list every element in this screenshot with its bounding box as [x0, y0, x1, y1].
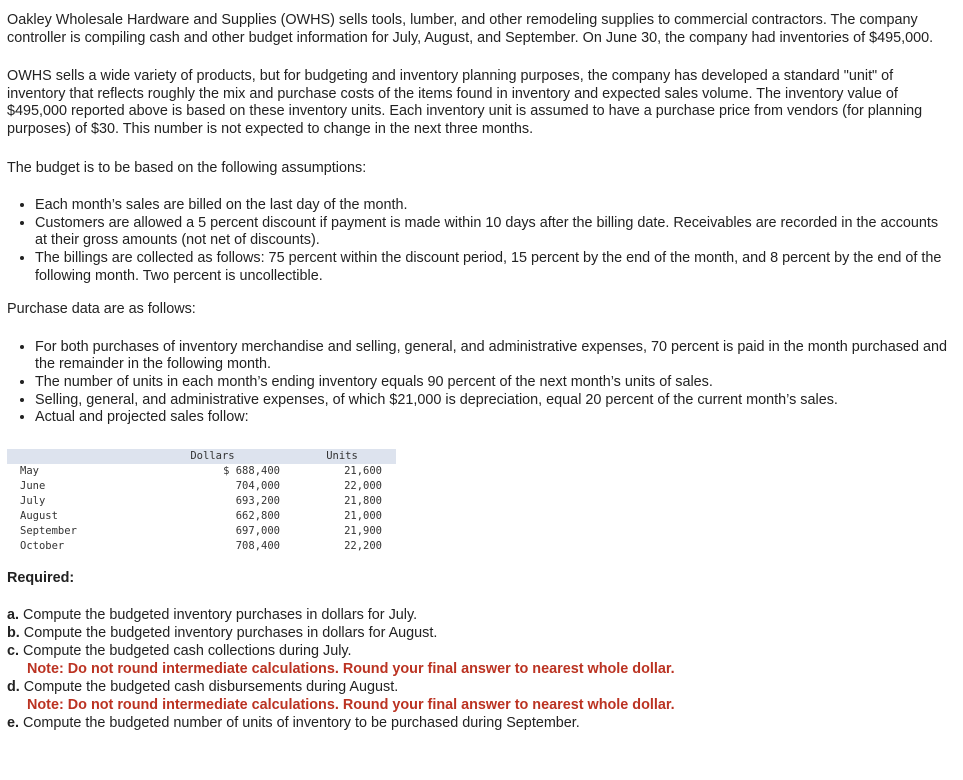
required-list	[7, 606, 947, 732]
item-letter: d.	[7, 679, 20, 696]
cell-units: 21,600	[344, 464, 382, 477]
purchase-intro: Purchase data are as follows:	[7, 301, 196, 318]
cell-units: 21,800	[344, 494, 382, 507]
required-item-c	[7, 642, 947, 660]
intro-paragraph-3: The budget is to be based on the following assumptions:	[7, 159, 367, 176]
sales-table	[7, 449, 396, 554]
item-letter: c.	[7, 643, 20, 660]
header-month	[7, 449, 145, 464]
problem-document	[7, 12, 947, 732]
cell-month: July	[20, 494, 46, 507]
cell-units: 21,900	[344, 524, 382, 537]
intro-paragraph-2: OWHS sells a wide variety of products, but for budgeting and inventory planning purposes, the company has developed a standard "unit" of inventory that reflects roughly the mix and purchase costs of the items found in inventory and expected sales volume. The inventory value of $495,000 reported above is based on these inventory units. Each inventory unit is assumed to have a purchase price from vendors (for planning purposes) of $30. This number is not expected to change in the next three months.	[7, 68, 923, 137]
cell-month: June	[20, 479, 46, 492]
table-row	[7, 479, 396, 494]
table-row	[7, 539, 396, 554]
cell-dollars: 704,000	[235, 479, 280, 492]
cell-month: August	[20, 509, 58, 522]
purchase-item: • The number of units in each month’s ending inventory equals 90 percent of the next month’s units of sales.	[35, 374, 947, 392]
cell-month: September	[20, 524, 77, 537]
required-item-b	[7, 624, 947, 642]
item-letter: b.	[7, 625, 20, 642]
item-text: Compute the budgeted number of units of inventory to be purchased during September.	[19, 715, 580, 732]
assumption-item: • Each month’s sales are billed on the last day of the month.	[35, 197, 947, 215]
purchase-item: • Actual and projected sales follow:	[35, 409, 947, 427]
required-item-d	[7, 678, 947, 696]
item-letter: e.	[7, 715, 20, 732]
required-item-e	[7, 714, 947, 732]
assumption-item: • Customers are allowed a 5 percent discount if payment is made within 10 days after the billing date. Receivables are recorded in the accounts at their gross amounts (not net of discounts).	[35, 215, 947, 250]
cell-units: 22,000	[344, 479, 382, 492]
cell-dollars: 693,200	[235, 494, 280, 507]
assumptions-list	[7, 197, 947, 285]
cell-units: 21,000	[344, 509, 382, 522]
required-item-a	[7, 606, 947, 624]
item-letter: a.	[7, 607, 20, 624]
table-row	[7, 524, 396, 539]
purchase-data-list	[7, 339, 947, 427]
table-row	[7, 464, 396, 479]
cell-dollars: 697,000	[235, 524, 280, 537]
header-dollars: Dollars	[145, 449, 302, 464]
cell-month: May	[20, 464, 39, 477]
purchase-item: • Selling, general, and administrative expenses, of which $21,000 is depreciation, equal 20 percent of the current month’s sales.	[35, 392, 947, 410]
cell-units: 22,200	[344, 539, 382, 552]
item-text: Compute the budgeted cash collections during July.	[19, 643, 352, 660]
cell-dollars: 662,800	[235, 509, 280, 522]
table-header-row	[7, 449, 396, 464]
required-heading: Required:	[7, 569, 75, 586]
table-row	[7, 509, 396, 524]
assumption-item: • The billings are collected as follows: 75 percent within the discount period, 15 percent by the end of the month, and 8 percent by the end of the following month. Two percent is uncollectible.	[35, 250, 947, 285]
header-units: Units	[302, 449, 396, 464]
rounding-note: Note: Do not round intermediate calculations. Round your final answer to nearest whole dollar.	[27, 697, 675, 714]
item-text: Compute the budgeted inventory purchases in dollars for August.	[19, 625, 438, 642]
purchase-item: • For both purchases of inventory merchandise and selling, general, and administrative expenses, 70 percent is paid in the month purchased and the remainder in the following month.	[35, 339, 947, 374]
cell-dollars: $ 688,400	[223, 464, 280, 477]
cell-dollars: 708,400	[235, 539, 280, 552]
rounding-note: Note: Do not round intermediate calculations. Round your final answer to nearest whole dollar.	[27, 661, 675, 678]
intro-paragraph-1: Oakley Wholesale Hardware and Supplies (OWHS) sells tools, lumber, and other remodeling supplies to commercial contractors. The company controller is compiling cash and other budget information for July, August, and September. On June 30, the company had inventories of $495,000.	[7, 12, 934, 46]
table-row	[7, 494, 396, 509]
cell-month: October	[20, 539, 65, 552]
item-text: Compute the budgeted cash disbursements during August.	[19, 679, 399, 696]
item-text: Compute the budgeted inventory purchases in dollars for July.	[19, 607, 418, 624]
